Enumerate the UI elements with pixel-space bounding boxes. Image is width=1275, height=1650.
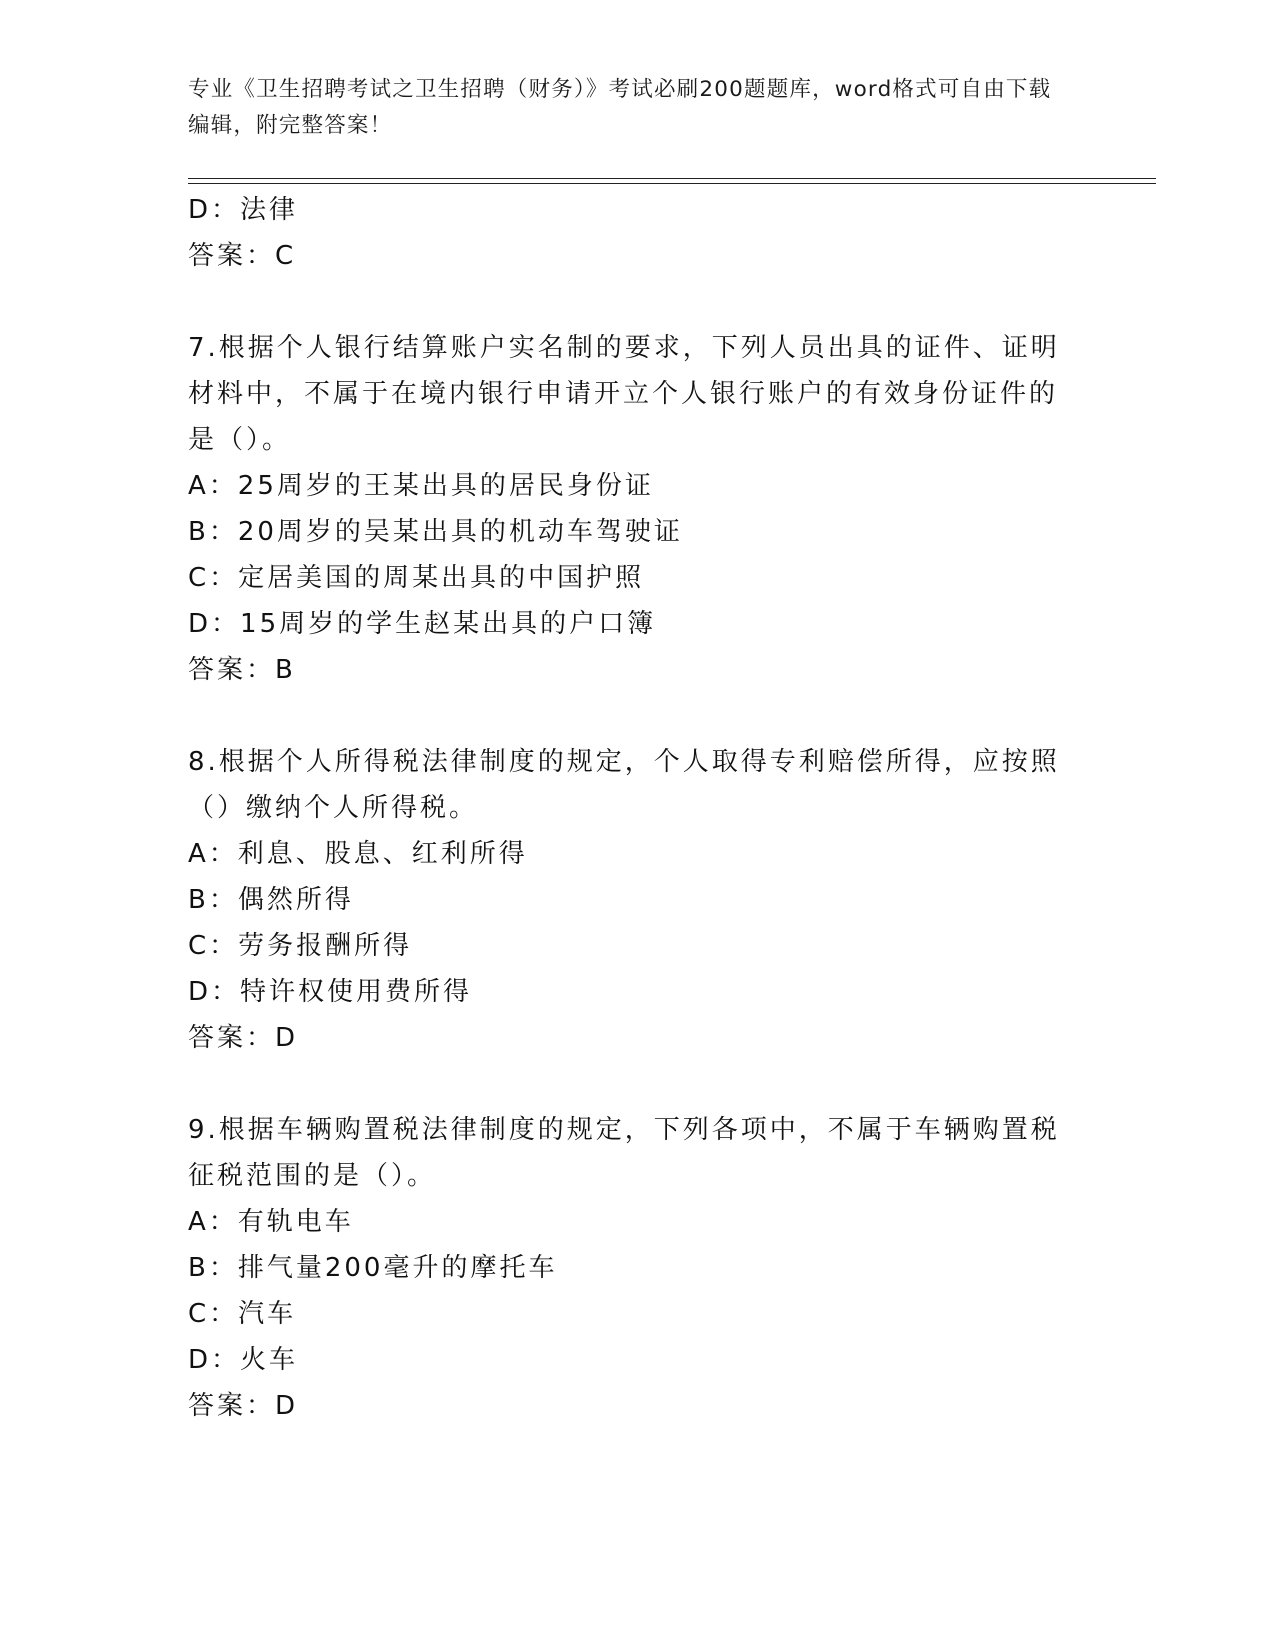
option-a: A：25周岁的王某出具的居民身份证 — [188, 471, 654, 501]
answer-line: 答案：D — [188, 1391, 299, 1421]
option-b: B：排气量200毫升的摩托车 — [188, 1253, 558, 1283]
option-d: D：火车 — [188, 1345, 299, 1375]
question-7 — [188, 325, 1068, 693]
question-text: 8.根据个人所得税法律制度的规定，个人取得专利赔偿所得，应按照（）缴纳个人所得税。 — [188, 747, 1060, 823]
question-9 — [188, 1107, 1068, 1429]
option-a: A：利息、股息、红利所得 — [188, 839, 528, 869]
page-header: 专业《卫生招聘考试之卫生招聘（财务）》考试必刷200题题库，word格式可自由下载编辑，附完整答案！ — [188, 77, 1052, 138]
question-text: 7.根据个人银行结算账户实名制的要求，下列人员出具的证件、证明材料中，不属于在境内银行申请开立个人银行账户的有效身份证件的是（）。 — [188, 333, 1060, 455]
option-c: C：劳务报酬所得 — [188, 931, 413, 961]
option-a: A：有轨电车 — [188, 1207, 354, 1237]
option-c: C：定居美国的周某出具的中国护照 — [188, 563, 645, 593]
question-8 — [188, 739, 1068, 1061]
header-rule-bottom — [188, 183, 1156, 184]
option-d: D：特许权使用费所得 — [188, 977, 473, 1007]
header-rule-top — [188, 178, 1156, 179]
option-b: B：偶然所得 — [188, 885, 354, 915]
answer-line: 答案：D — [188, 1023, 299, 1053]
question-list — [188, 187, 1068, 1429]
question-text: 9.根据车辆购置税法律制度的规定，下列各项中，不属于车辆购置税征税范围的是（）。 — [188, 1115, 1060, 1191]
option-c: C：汽车 — [188, 1299, 297, 1329]
option-d: D：法律 — [188, 195, 299, 225]
answer-line: 答案：B — [188, 655, 296, 685]
option-d: D：15周岁的学生赵某出具的户口簿 — [188, 609, 657, 639]
option-b: B：20周岁的吴某出具的机动车驾驶证 — [188, 517, 683, 547]
answer-line: 答案：C — [188, 241, 297, 271]
